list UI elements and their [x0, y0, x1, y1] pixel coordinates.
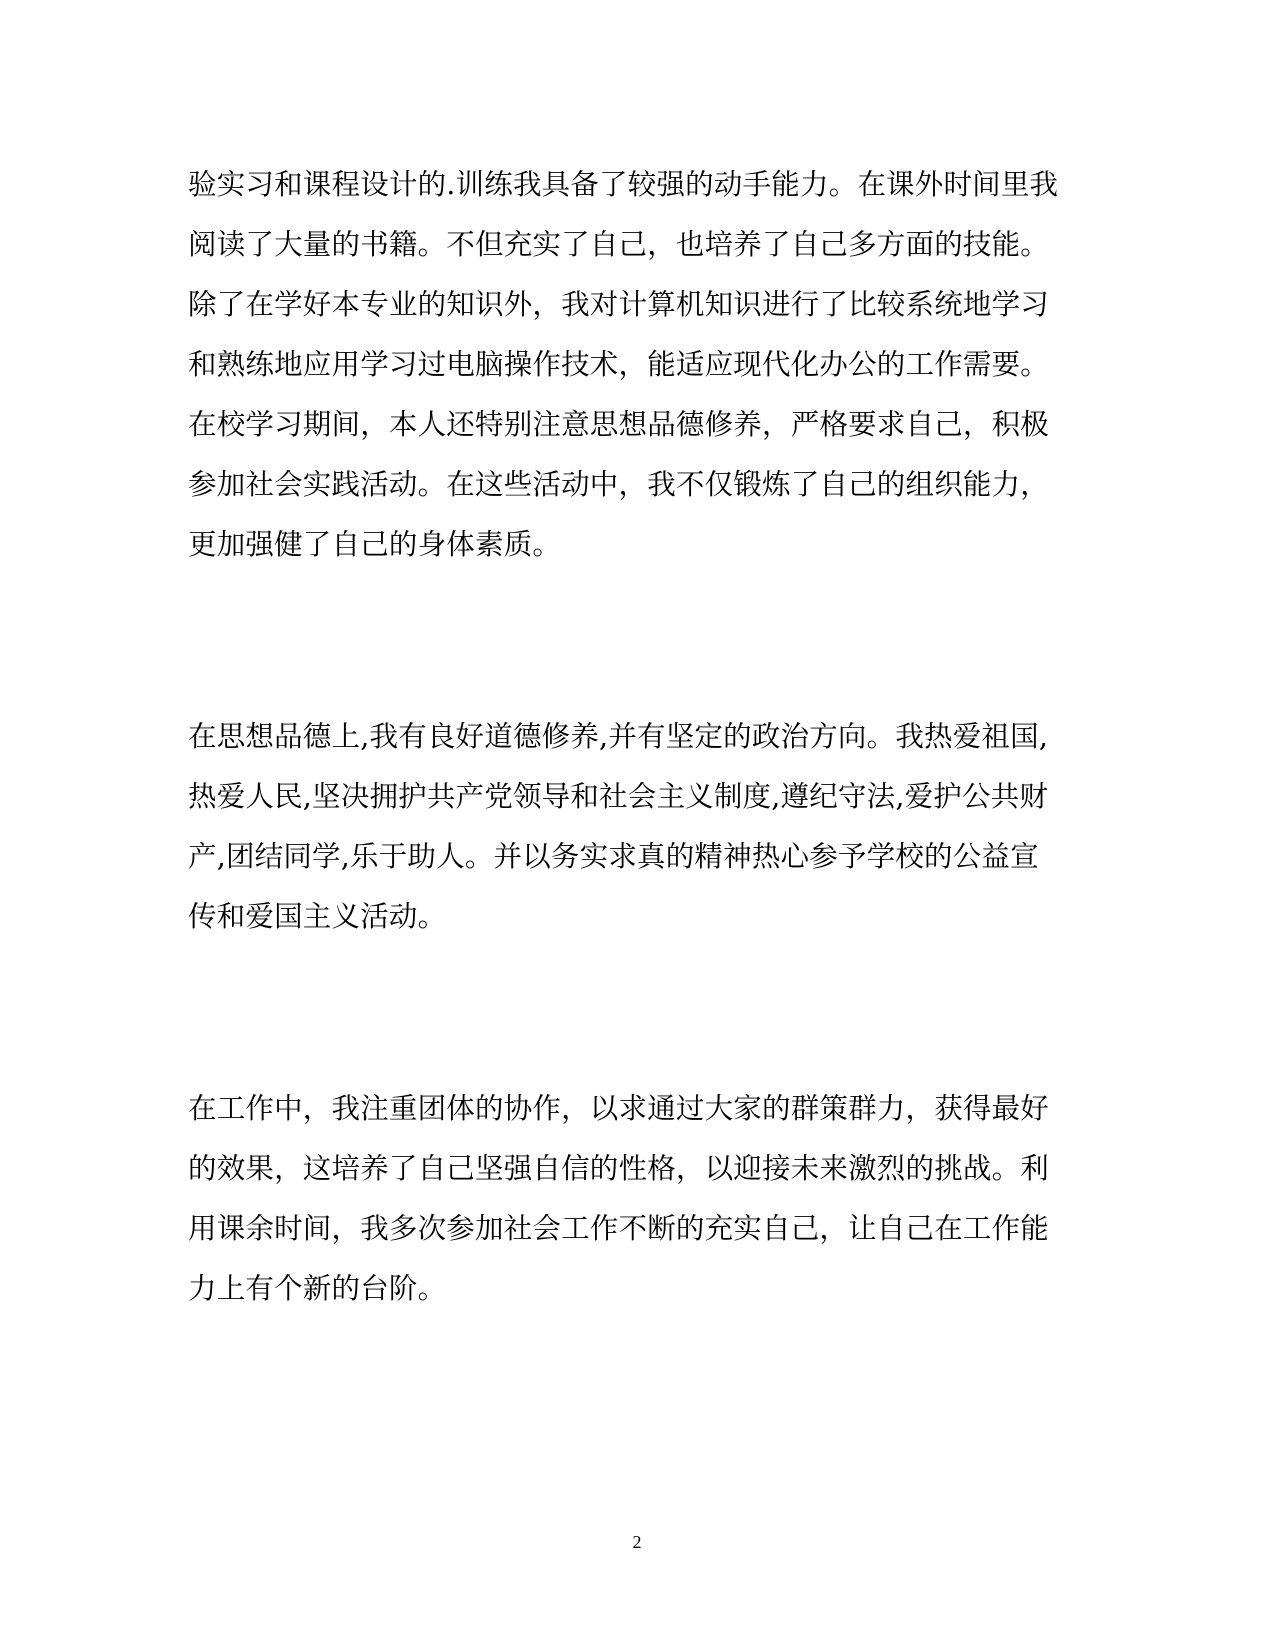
paragraph-1-line-5: 在校学习期间，本人还特别注意思想品德修养，严格要求自己，积极: [188, 408, 1050, 441]
page-number: 2: [632, 1532, 642, 1552]
paragraph-2-line-2: 热爱人民,坚决拥护共产党领导和社会主义制度,遵纪守法,爱护公共财: [188, 780, 1049, 813]
paragraph-1-line-1: 验实习和课程设计的.训练我具备了较强的动手能力。在课外时间里我: [188, 168, 1059, 201]
paragraph-3-line-2: 的效果，这培养了自己坚强自信的性格，以迎接未来激烈的挑战。利: [188, 1152, 1050, 1185]
paragraph-1-line-4: 和熟练地应用学习过电脑操作技术，能适应现代化办公的工作需要。: [188, 348, 1050, 381]
paragraph-3-line-1: 在工作中，我注重团体的协作，以求通过大家的群策群力，获得最好: [188, 1092, 1050, 1125]
paragraph-2-line-1: 在思想品德上,我有良好道德修养,并有坚定的政治方向。我热爱祖国,: [188, 720, 1049, 753]
paragraph-3-line-4: 力上有个新的台阶。: [188, 1272, 447, 1305]
paragraph-1-line-6: 参加社会实践活动。在这些活动中，我不仅锻炼了自己的组织能力，: [188, 468, 1050, 501]
paragraph-1-line-2: 阅读了大量的书籍。不但充实了自己，也培养了自己多方面的技能。: [188, 228, 1050, 261]
paragraph-2-line-3: 产,团结同学,乐于助人。并以务实求真的精神热心参予学校的公益宣: [188, 840, 1039, 873]
paragraph-1-line-7: 更加强健了自己的身体素质。: [188, 528, 562, 561]
paragraph-1-line-3: 除了在学好本专业的知识外，我对计算机知识进行了比较系统地学习: [188, 288, 1050, 321]
paragraph-2-line-4: 传和爱国主义活动。: [188, 900, 447, 933]
paragraph-3-line-3: 用课余时间，我多次参加社会工作不断的充实自己，让自己在工作能: [188, 1212, 1050, 1245]
